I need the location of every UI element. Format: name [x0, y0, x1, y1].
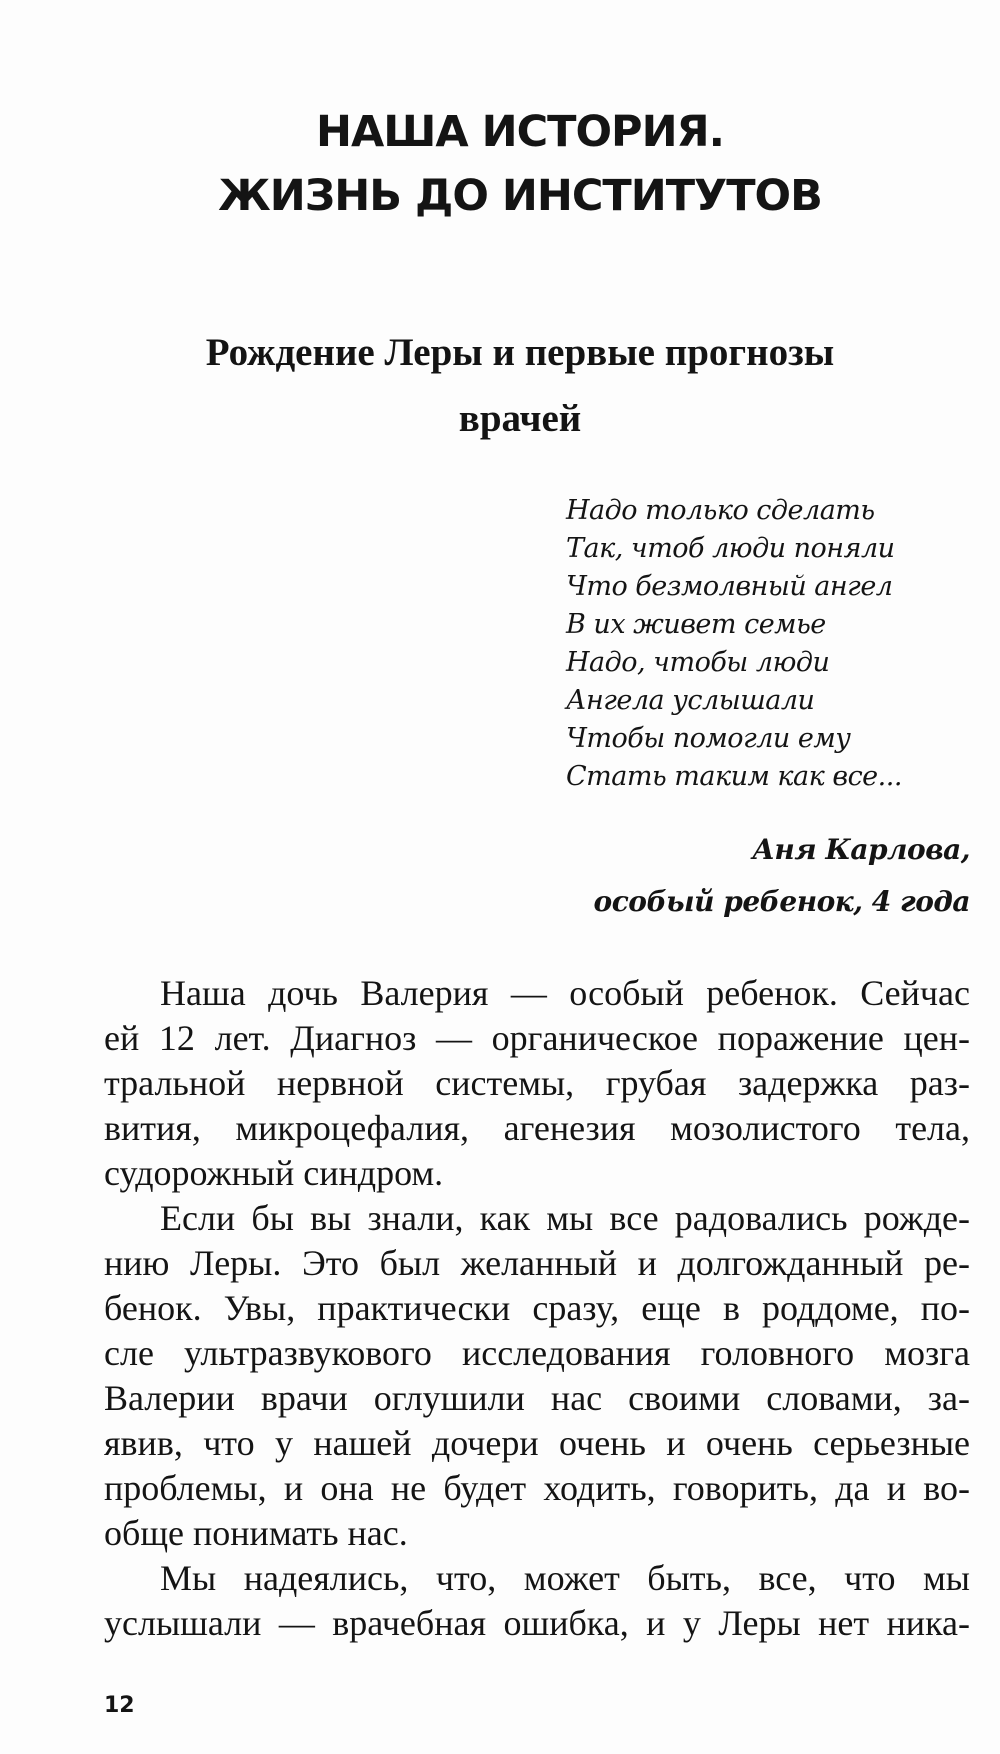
chapter-title-line: НАША ИСТОРИЯ.: [315, 107, 724, 157]
attribution-line: особый ребенок, 4 года: [593, 885, 970, 918]
body-line: ей 12 лет. Диагноз — органическое поражение цен-: [104, 1018, 970, 1058]
epigraph-line: Что безмолвный ангел: [566, 571, 893, 602]
attribution-line: Аня Карлова,: [752, 833, 970, 866]
body-line: услышали — врачебная ошибка, и у Леры нет ника-: [104, 1603, 970, 1643]
chapter-title-line: ЖИЗНЬ ДО ИНСТИТУТОВ: [218, 171, 822, 221]
body-line: вития, микроцефалия, агенезия мозолистого тела,: [104, 1108, 970, 1148]
body-line: нию Леры. Это был желанный и долгожданный ре-: [104, 1243, 970, 1283]
body-line: Если бы вы знали, как мы все радовались рожде-: [160, 1198, 970, 1238]
epigraph-line: Ангела услышали: [566, 685, 815, 716]
epigraph-line: Надо, чтобы люди: [566, 647, 830, 678]
body-line: Наша дочь Валерия — особый ребенок. Сейчас: [160, 973, 970, 1013]
body-line: Мы надеялись, что, может быть, все, что мы: [160, 1558, 970, 1598]
body-line: тральной нервной системы, грубая задержка раз-: [104, 1063, 970, 1103]
epigraph-line: Чтобы помогли ему: [566, 723, 851, 754]
page-number: 12: [104, 1693, 135, 1718]
epigraph-line: Стать таким как все...: [566, 761, 902, 792]
epigraph-line: В их живет семье: [566, 609, 826, 640]
body-text: [104, 971, 970, 1646]
section-title-line: Рождение Леры и первые прогнозы: [205, 331, 835, 374]
section-title-line: врачей: [458, 397, 582, 440]
epigraph-poem: [566, 492, 966, 796]
epigraph-line: Надо только сделать: [566, 495, 875, 526]
epigraph-attribution: [480, 824, 970, 928]
body-line: судорожный синдром.: [104, 1153, 444, 1193]
body-line: проблемы, и она не будет ходить, говорить, да и во-: [104, 1468, 970, 1508]
body-line: бенок. Увы, практически сразу, еще в роддоме, по-: [104, 1288, 970, 1328]
body-line: сле ультразвукового исследования головного мозга: [104, 1333, 970, 1373]
section-title: [100, 320, 940, 452]
body-line: обще понимать нас.: [104, 1513, 408, 1553]
body-line: Валерии врачи оглушили нас своими словами, за-: [104, 1378, 970, 1418]
chapter-title: [100, 100, 940, 228]
body-line: явив, что у нашей дочери очень и очень серьезные: [104, 1423, 970, 1463]
epigraph-line: Так, чтоб люди поняли: [566, 533, 895, 564]
